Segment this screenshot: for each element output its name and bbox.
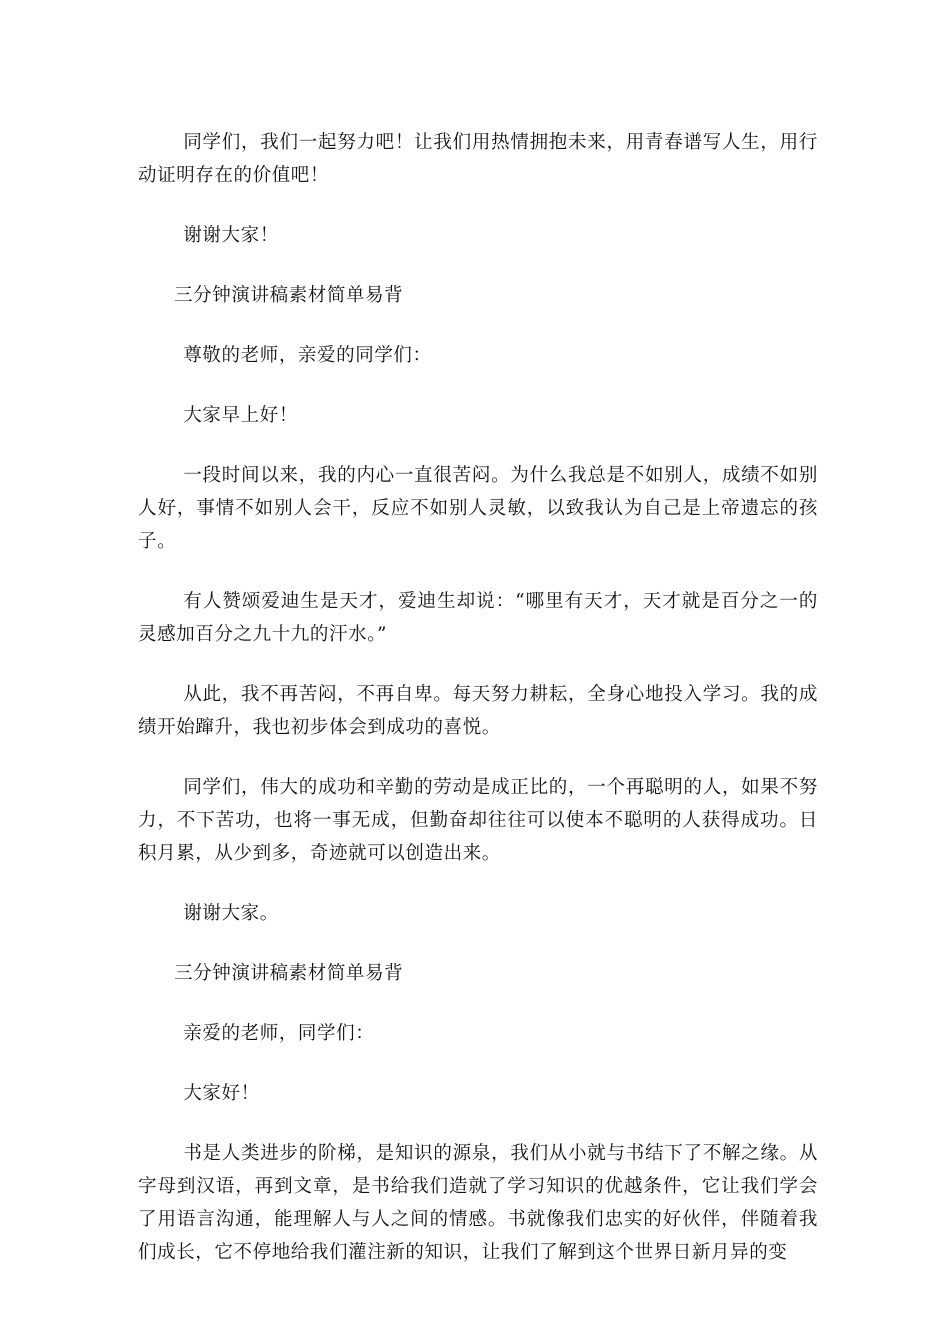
- paragraph-salutation: 亲爱的老师，同学们：: [183, 1023, 375, 1044]
- section-heading: 三分钟演讲稿素材简单易背: [174, 963, 404, 984]
- paragraph-body: 一段时间以来，我的内心一直很苦闷。为什么我总是不如别人，成绩不如别人好，事情不如别人会干，反应不如别人灵敏，以致我认为自己是上帝遗忘的孩子。: [138, 465, 818, 552]
- paragraph-thanks: 谢谢大家。: [183, 903, 279, 924]
- section-heading: 三分钟演讲稿素材简单易背: [174, 285, 404, 306]
- paragraph-body: 书是人类进步的阶梯，是知识的源泉，我们从小就与书结下了不解之缘。从字母到汉语，再到文章，是书给我们造就了学习知识的优越条件，它让我们学会了用语言沟通，能理解人与人之间的情感。书就像我们忠实的好伙伴，伴随着我们成长，它不停地给我们灌注新的知识，让我们了解到这个世界日新月异的变: [138, 1143, 818, 1263]
- paragraph-body: 有人赞颂爱迪生是天才，爱迪生却说：“哪里有天才，天才就是百分之一的灵感加百分之九十九的汗水。”: [138, 591, 818, 645]
- paragraph-body: 从此，我不再苦闷，不再自卑。每天努力耕耘，全身心地投入学习。我的成绩开始蹿升，我也初步体会到成功的喜悦。: [138, 684, 818, 738]
- paragraph-closing-call: 同学们，我们一起努力吧！让我们用热情拥抱未来，用青春谱写人生，用行动证明存在的价值吧！: [138, 132, 818, 186]
- paragraph-salutation: 尊敬的老师，亲爱的同学们：: [183, 345, 432, 366]
- paragraph-thanks: 谢谢大家！: [183, 225, 279, 246]
- paragraph-body: 同学们，伟大的成功和辛勤的劳动是成正比的，一个再聪明的人，如果不努力，不下苦功，也将一事无成，但勤奋却往往可以使本不聪明的人获得成功。日积月累，从少到多，奇迹就可以创造出来。: [138, 777, 818, 864]
- document-body: [138, 126, 818, 1296]
- paragraph-greeting: 大家好！: [183, 1083, 260, 1104]
- paragraph-greeting: 大家早上好！: [183, 405, 298, 426]
